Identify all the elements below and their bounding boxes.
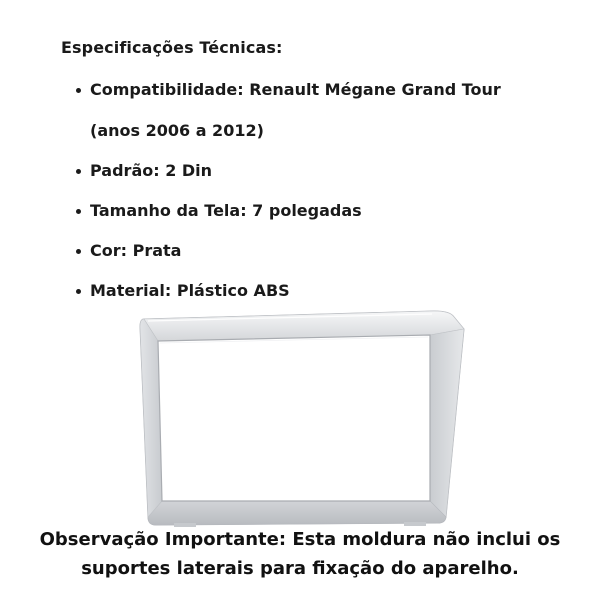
spec-material: Material: Plástico ABS <box>90 281 290 300</box>
important-note <box>0 525 600 583</box>
spec-standard: Padrão: 2 Din <box>90 161 213 180</box>
product-frame-image <box>134 305 466 530</box>
important-note-line-2: suportes laterais para fixação do aparelho. <box>81 558 519 579</box>
spec-screen-size: Tamanho da Tela: 7 polegadas <box>90 201 362 220</box>
dash-frame-illustration <box>134 305 466 530</box>
spec-compatibility-years: (anos 2006 a 2012) <box>90 121 264 140</box>
spec-compatibility: Compatibilidade: Renault Mégane Grand Tour <box>90 80 501 99</box>
specs-heading: Especificações Técnicas: <box>61 38 283 57</box>
spec-color: Cor: Prata <box>90 241 182 260</box>
important-note-line-1: Observação Importante: Esta moldura não inclui os <box>39 529 561 550</box>
